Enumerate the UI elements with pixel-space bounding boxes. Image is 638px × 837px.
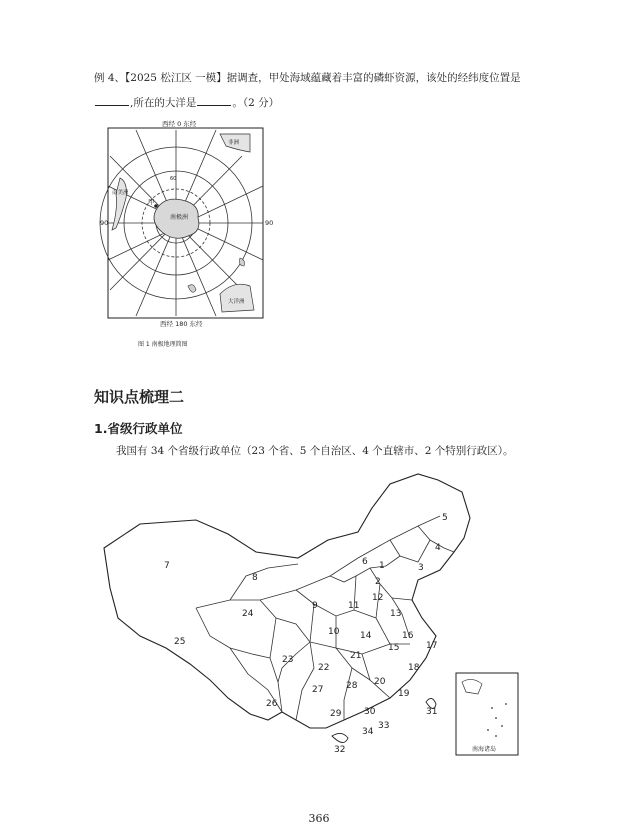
polar-point-label: 甲: [148, 198, 155, 206]
region-label: 1: [379, 561, 385, 571]
region-label: 5: [442, 513, 448, 523]
polar-bottom-label: 西经 180 东经: [160, 320, 203, 328]
region-label: 4: [435, 543, 441, 553]
region-label: 18: [408, 663, 420, 673]
region-label: 17: [426, 641, 438, 651]
polar-africa-label: 非洲: [228, 140, 240, 146]
region-label: 22: [318, 663, 330, 673]
region-label: 24: [242, 609, 254, 619]
region-label: 7: [164, 561, 170, 571]
polar-caption: 图 1 南极地理简图: [138, 341, 188, 348]
inset-label: 南海诸岛: [472, 746, 497, 753]
region-label: 14: [360, 631, 372, 641]
polar-left-label: 90: [100, 219, 109, 227]
question-sep: ,所在的大洋是: [130, 97, 197, 109]
region-label: 30: [364, 707, 376, 717]
section-title: 知识点梳理二: [94, 388, 185, 406]
page-number: 366: [308, 812, 330, 825]
region-label: 8: [252, 573, 258, 583]
region-label: 27: [312, 685, 324, 695]
region-label: 31: [426, 707, 438, 717]
region-label: 28: [346, 681, 358, 691]
polar-south-america-label: 南美洲: [112, 190, 129, 196]
question-text: 例 4、【2025 松江区 一模】据调查，甲处海域蕴藏着丰富的磷虾资源，该处的经纬度位置是: [94, 72, 521, 84]
subsection-title: 1.省级行政单位: [94, 421, 183, 436]
region-label: 23: [282, 655, 294, 665]
answer-blank-position: [95, 96, 129, 106]
polar-top-label: 西经 0 东经: [162, 120, 197, 128]
polar-australia-label: 大洋洲: [228, 299, 245, 305]
region-label: 33: [378, 721, 390, 731]
question-line-2: [94, 95, 279, 110]
question-line-1: [94, 70, 521, 85]
region-label: 3: [418, 563, 424, 573]
question-end: 。（2 分）: [232, 97, 280, 109]
region-label: 15: [388, 643, 400, 653]
region-label: 34: [362, 727, 374, 737]
polar-continent-label: 南极洲: [170, 214, 189, 221]
antarctica-polar-map: [90, 118, 275, 358]
region-label: 21: [350, 651, 362, 661]
region-label: 26: [266, 699, 278, 709]
region-label: 12: [372, 593, 384, 603]
region-label: 29: [330, 709, 342, 719]
polar-lat-label: 60: [170, 176, 177, 182]
china-province-map: [100, 468, 540, 768]
region-label: 13: [390, 609, 402, 619]
answer-blank-ocean: [197, 96, 231, 106]
region-label: 9: [312, 601, 318, 611]
region-label: 10: [328, 627, 340, 637]
region-label: 19: [398, 689, 410, 699]
region-label: 20: [374, 677, 386, 687]
region-label: 32: [334, 745, 346, 755]
region-label: 2: [375, 577, 381, 587]
region-label: 11: [348, 601, 360, 611]
polar-right-label: 90: [265, 219, 274, 227]
intro-text: 我国有 34 个省级行政单位（23 个省、5 个自治区、4 个直辖市、2 个特别行政区）。: [116, 445, 514, 457]
region-label: 25: [174, 637, 186, 647]
region-label: 16: [402, 631, 414, 641]
region-label: 6: [362, 557, 368, 567]
